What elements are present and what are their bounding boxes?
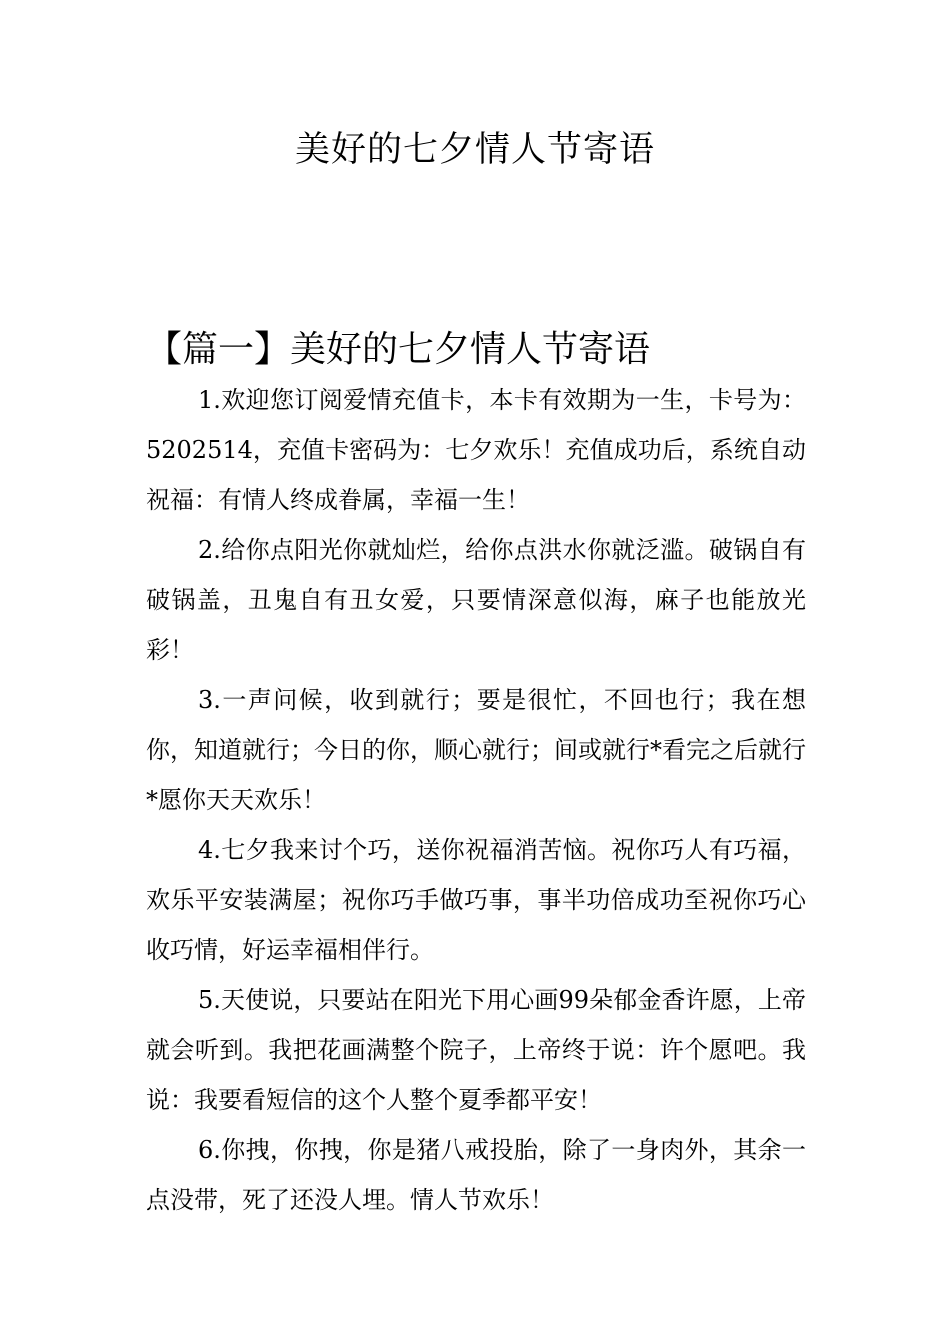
paragraph-item-4: 4.七夕我来讨个巧，送你祝福消苦恼。祝你巧人有巧福，欢乐平安装满屋；祝你巧手做巧事，事半功倍成功至祝你巧心收巧情，好运幸福相伴行。	[146, 836, 806, 964]
section-heading: 【篇一】美好的七夕情人节寄语	[146, 329, 651, 370]
document-body	[146, 325, 806, 1225]
paragraph-item-3: 3.一声问候，收到就行；要是很忙，不回也行；我在想你，知道就行；今日的你，顺心就行；间或就行*看完之后就行*愿你天天欢乐！	[146, 686, 806, 814]
paragraph-item-2: 2.给你点阳光你就灿烂，给你点洪水你就泛滥。破锅自有破锅盖，丑鬼自有丑女爱，只要情深意似海，麻子也能放光彩！	[146, 536, 806, 664]
paragraph-item-5: 5.天使说，只要站在阳光下用心画99朵郁金香许愿，上帝就会听到。我把花画满整个院子，上帝终于说：许个愿吧。我说：我要看短信的这个人整个夏季都平安！	[146, 986, 806, 1114]
document-title: 美好的七夕情人节寄语	[294, 130, 655, 170]
paragraph-item-6: 6.你拽，你拽，你是猪八戒投胎，除了一身肉外，其余一点没带，死了还没人埋。情人节欢乐！	[146, 1136, 806, 1214]
paragraph-item-1: 1.欢迎您订阅爱情充值卡，本卡有效期为一生，卡号为：5202514，充值卡密码为：七夕欢乐！充值成功后，系统自动祝福：有情人终成眷属，幸福一生！	[146, 386, 806, 514]
